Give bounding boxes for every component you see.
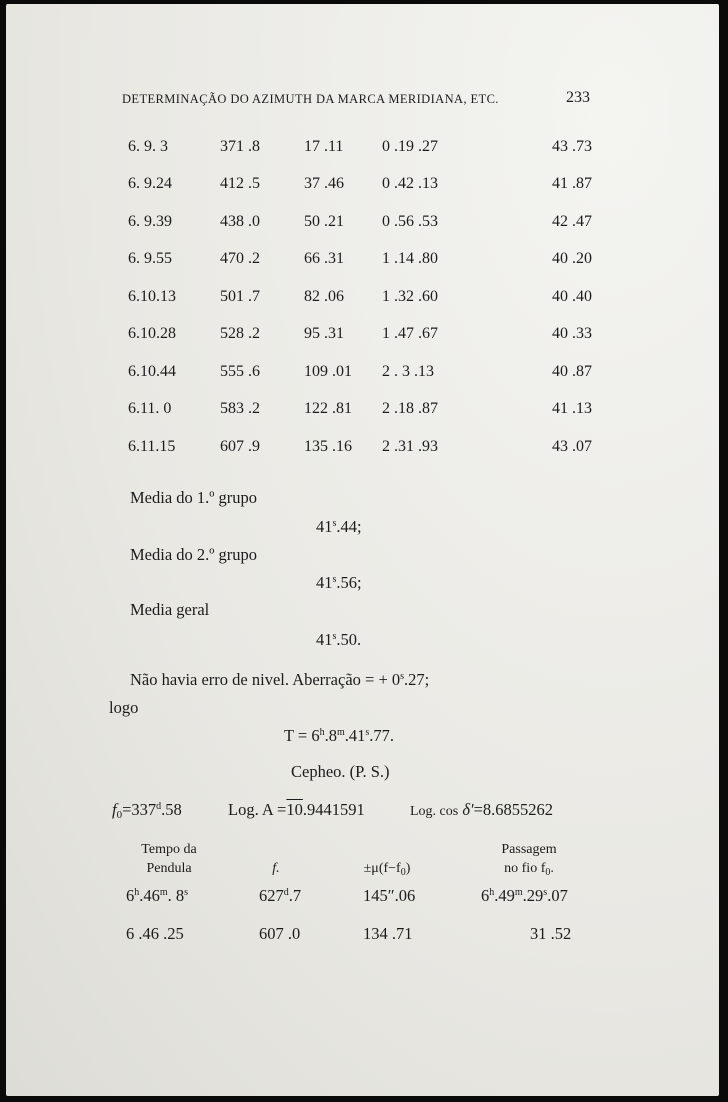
obs-result: 40 .87 [552,362,592,380]
obs-reading: 583 .2 [220,400,260,418]
obs-time: 6. 9.24 [128,175,172,193]
page-number: 233 [566,89,590,106]
header-f: f. [272,861,280,876]
obs-reading: 470 .2 [220,250,260,268]
constant-logcos: Log. cos δ′=8.6855262 [410,800,554,819]
obs-result: 40 .20 [552,250,592,268]
t2-row2-f: 607 .0 [259,924,301,943]
obs-correction: 1 .14 .80 [382,250,438,268]
obs-correction: 2 . 3 .13 [382,362,434,380]
obs-correction: 0 .56 .53 [382,212,438,230]
obs-diff: 66 .31 [304,250,344,268]
table-row [116,391,592,429]
obs-diff: 122 .81 [304,400,352,418]
obs-correction: 1 .32 .60 [382,287,438,305]
obs-time: 6. 9.55 [128,250,172,268]
logo-word: logo [109,698,139,717]
star-title: Cepheo. (P. S.) [291,762,390,781]
running-header [122,89,592,107]
obs-diff: 135 .16 [304,437,352,455]
obs-diff: 82 .06 [304,287,344,305]
obs-diff: 109 .01 [304,362,352,380]
obs-time: 6.11. 0 [128,400,172,418]
obs-diff: 50 .21 [304,212,344,230]
table-row [116,128,592,166]
obs-result: 43 .73 [552,137,592,155]
obs-result: 42 .47 [552,212,592,230]
table-row [116,166,592,204]
obs-correction: 0 .42 .13 [382,175,438,193]
table-row [116,316,592,354]
mean-general-value: 41$^s$.50. [316,630,362,649]
header-tempo: Tempo da Pendula [141,842,197,876]
mean-group2-label: Media do 2.º grupo [130,545,258,564]
t2-row1-passagem: 6$^h$.49$^m$.29$^s$.07 [481,886,568,905]
obs-correction: 2 .31 .93 [382,437,438,455]
table-row [116,428,592,466]
t2-row2-passagem: 31 .52 [530,924,572,943]
obs-reading: 438 .0 [220,212,260,230]
obs-result: 41 .13 [552,400,592,418]
obs-reading: 528 .2 [220,325,260,343]
obs-time: 6.10.44 [128,362,176,380]
constant-f0: $f0=337^d.58$ [112,800,182,821]
mean-group2-value: 41$^s$.56; [316,573,362,592]
header-passagem: Passagem no fio $f_0$. [501,842,557,878]
obs-result: 40 .33 [552,325,592,343]
obs-result: 43 .07 [552,437,592,455]
mean-general-label: Media geral [130,600,210,619]
mean-group1-label: Media do 1.º grupo [130,488,258,507]
constant-logA: Log. A =10.9441591 [228,800,365,819]
t2-row1-tempo: 6$^h$.46$^m$. 8$^s$ [126,886,189,905]
obs-reading: 607 .9 [220,437,260,455]
obs-correction: 0 .19 .27 [382,137,438,155]
obs-result: 40 .40 [552,287,592,305]
t2-row2-pm: 134 .71 [363,924,413,943]
table-row [116,241,592,279]
obs-reading: 371 .8 [220,137,260,155]
t2-row1-pm: 145″.06 [363,886,416,905]
obs-time: 6. 9.39 [128,212,172,230]
obs-correction: 1 .47 .67 [382,325,438,343]
obs-diff: 17 .11 [304,137,344,155]
t2-row2-tempo: 6 .46 .25 [126,924,184,943]
obs-time: 6.10.28 [128,325,176,343]
obs-diff: 95 .31 [304,325,344,343]
obs-time: 6.11.15 [128,437,176,455]
formula-T: $T = 6^h.8^m.41^s.77$. [284,726,395,745]
aberration-line: Não havia erro de nivel. Aberração = + $0^s.27$; [130,670,430,689]
obs-time: 6. 9. 3 [128,137,168,155]
obs-result: 41 .87 [552,175,592,193]
mean-group1-value: 41$^s$.44; [316,517,362,536]
obs-reading: 555 .6 [220,362,260,380]
observation-table [116,128,592,466]
table-row [116,203,592,241]
header-pm: $\pm\mu(f-f_0)$ [363,861,411,878]
obs-reading: 412 .5 [220,175,260,193]
t2-row1-f: 627$^d$.7 [259,886,302,905]
book-page [6,4,719,1096]
running-title: DETERMINAÇÃO DO AZIMUTH DA MARCA MERIDIANA, ETC. [122,92,499,106]
table-row [116,278,592,316]
obs-diff: 37 .46 [304,175,344,193]
obs-time: 6.10.13 [128,287,176,305]
table-row [116,353,592,391]
obs-reading: 501 .7 [220,287,260,305]
obs-correction: 2 .18 .87 [382,400,438,418]
